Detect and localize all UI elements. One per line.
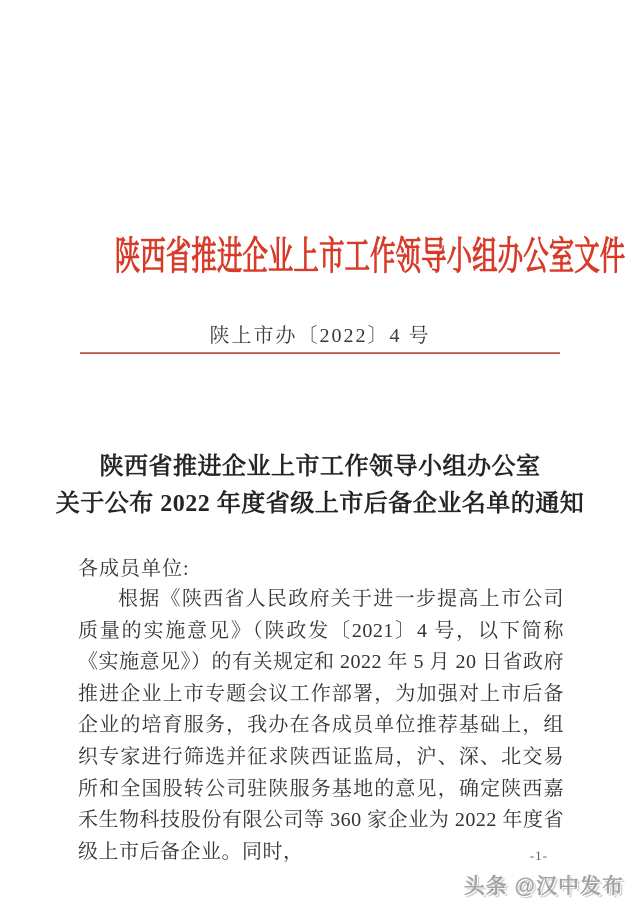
document-number: 陕上市办〔2022〕4 号	[209, 325, 431, 347]
salutation: 各成员单位:	[78, 558, 190, 580]
toutiao-watermark: 头条 @汉中发布	[463, 875, 624, 898]
document-title-line1: 陕西省推进企业上市工作领导小组办公室	[99, 454, 541, 480]
page-number: -1-	[529, 848, 548, 863]
letterhead-org-title: 陕西省推进企业上市工作领导小组办公室文件	[114, 235, 626, 280]
document-title-line2: 关于公布 2022 年度省级上市后备企业名单的通知	[55, 491, 585, 517]
document-title	[0, 449, 640, 523]
letterhead	[0, 224, 640, 278]
body-paragraph: 根据《陕西省人民政府关于进一步提高上市公司质量的实施意见》（陕政发〔2021〕4 号，以下简称《实施意见》）的有关规定和 2022 年 5 月 20 日省政府推进企业上市专题会议工作部署，为加强对上市后备企业的培育服务，我办在各成员单位推荐基础上，组织专家进行筛选并征求陕西证监局，沪、深、北交易所和全国股转公司驻陕服务基地的意见，确定陕西嘉禾生物科技股份有限公司等 360 家企业为 2022 年度省级上市后备企业。同时，	[78, 588, 564, 863]
letterhead-divider-rule	[80, 352, 560, 354]
